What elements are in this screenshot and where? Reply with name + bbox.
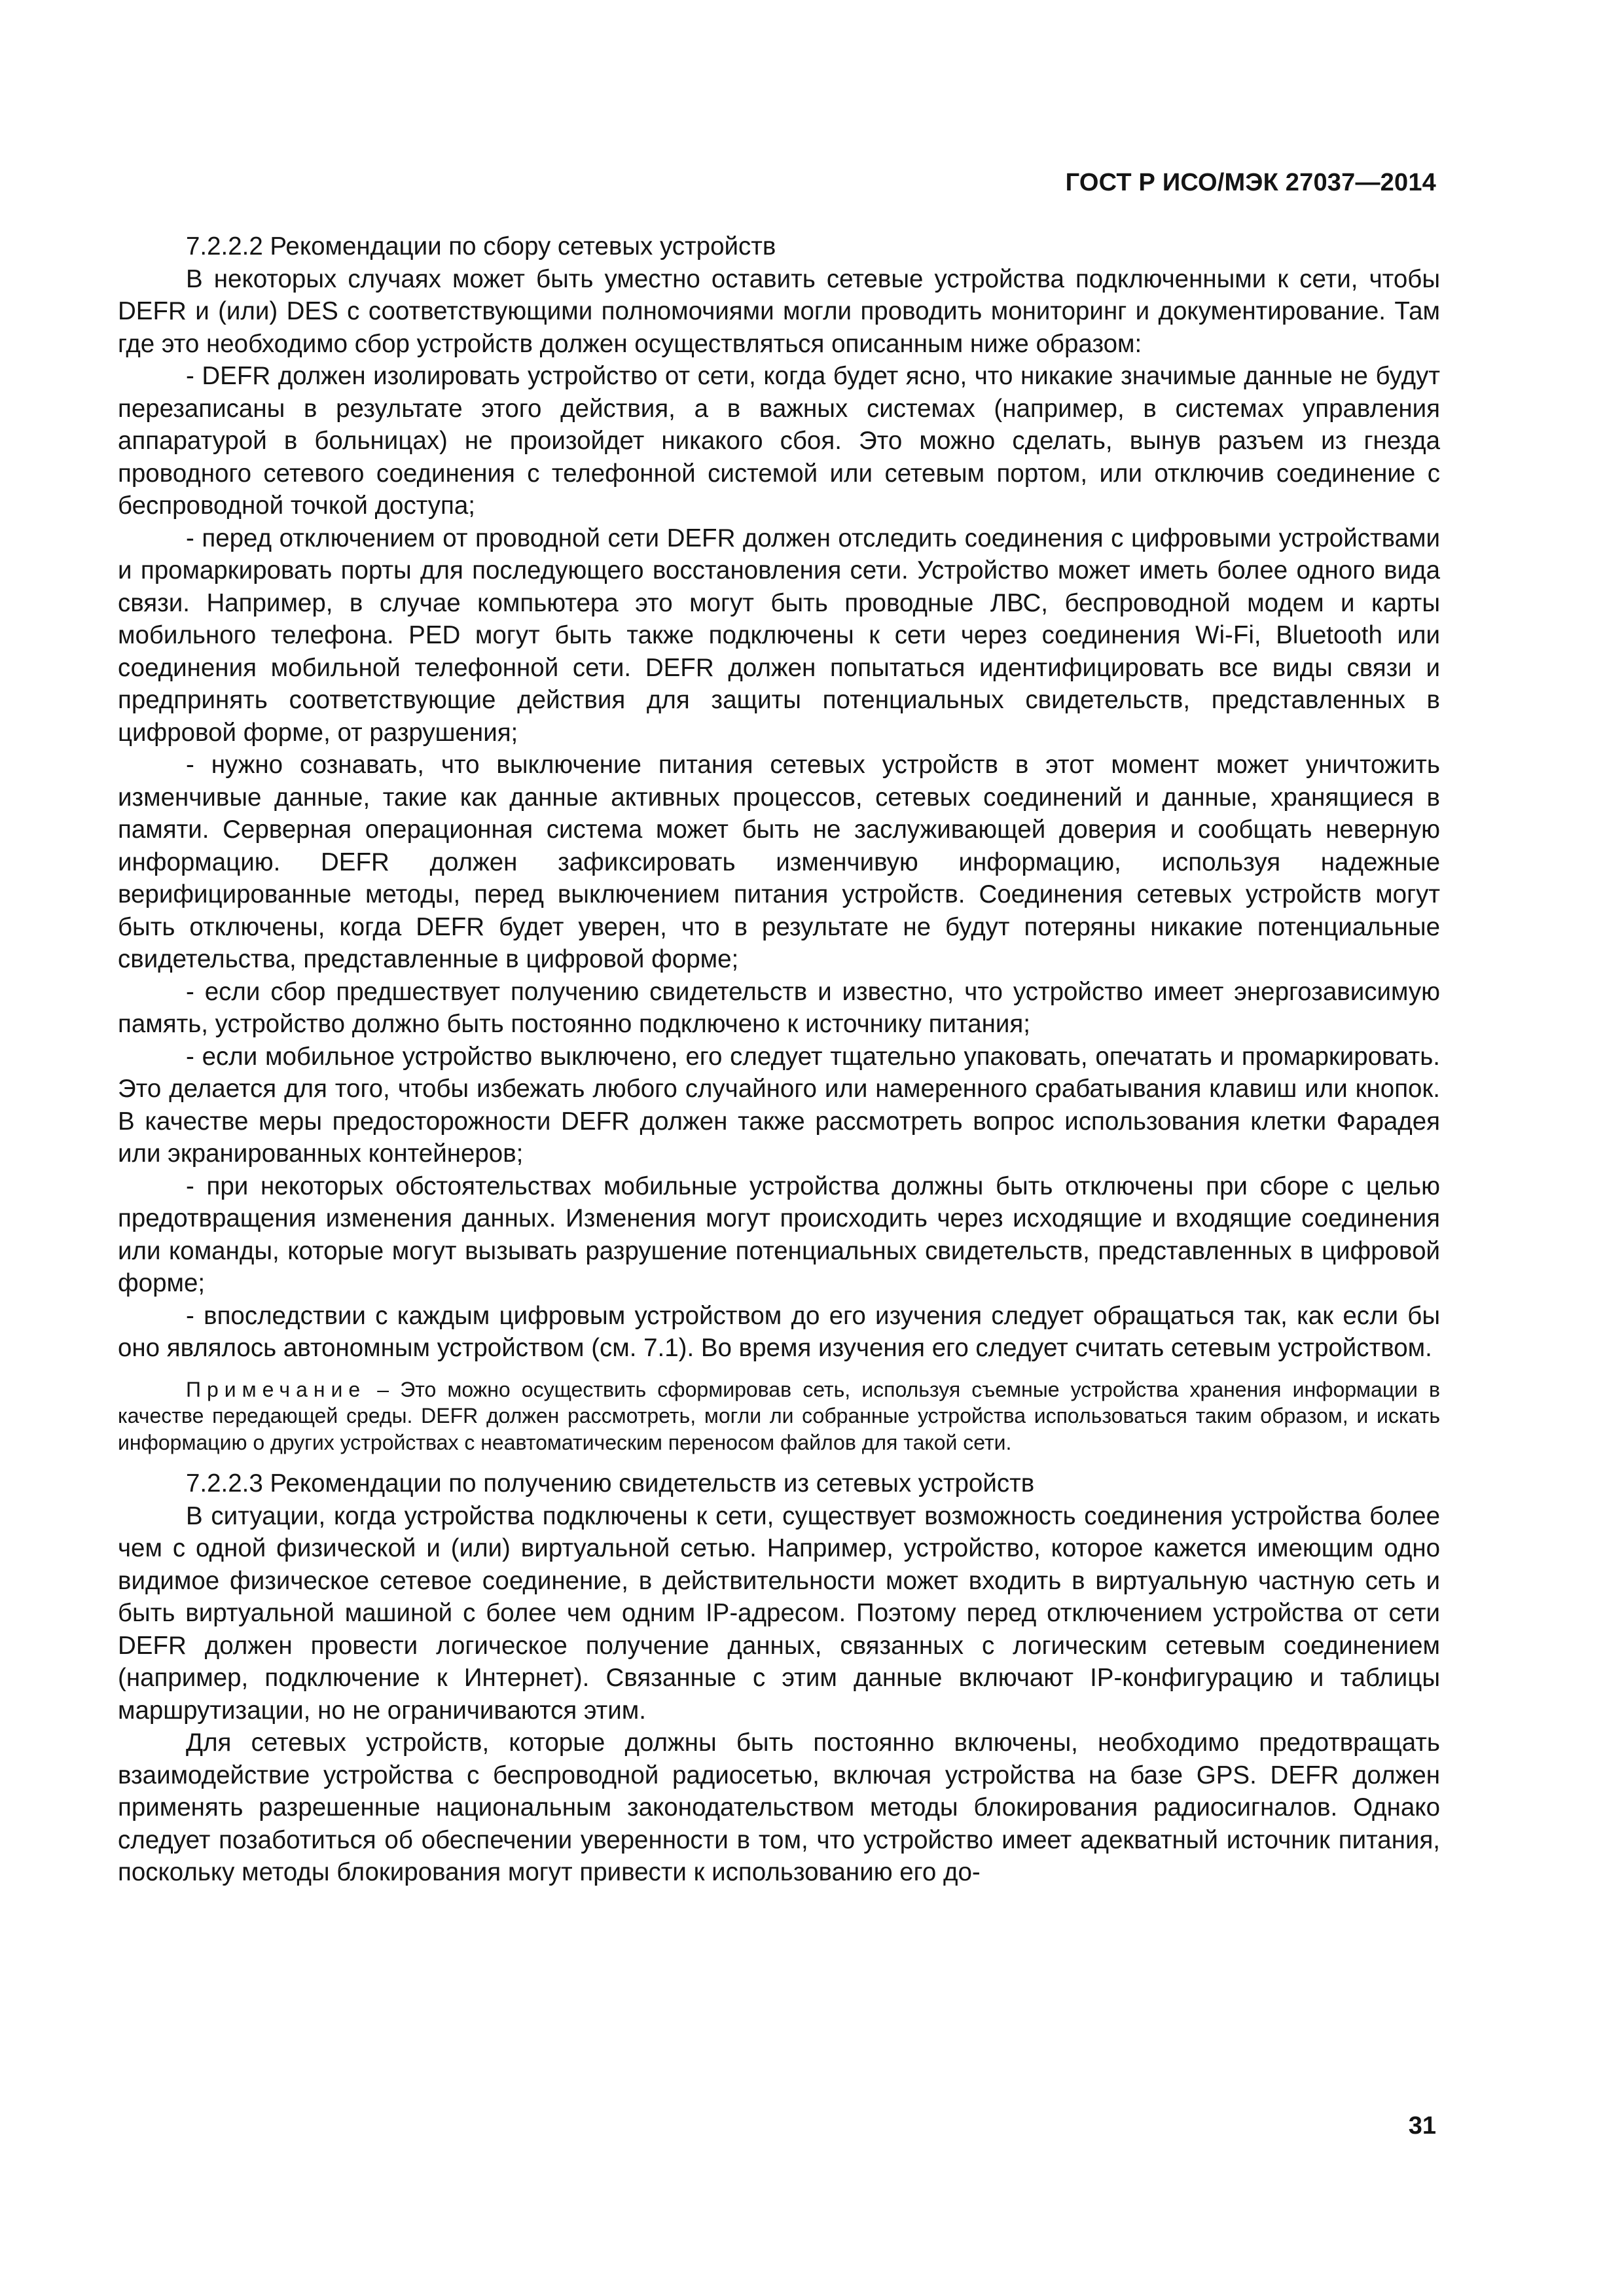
paragraph: В ситуации, когда устройства подключены к сети, существует возможность соединения устройства более чем с одной физической и (или) виртуальной сетью. Например, устройство, которое кажется имеющим одно видимое физическое сетевое соединение, в действительности может входить в виртуальную частную сеть и быть виртуальной машиной с более чем одним IP-адресом. Поэтому перед отключением устройства от сети DEFR должен провести логическое получение данных, связанных с логическим сетевым соединением (например, подключение к Интернет). Связанные с этим данные включают IP-конфигурацию и таблицы маршрутизации, но не ограничиваются этим. <box>118 1501 1440 1725</box>
note <box>118 1376 1440 1456</box>
list-item: - если мобильное устройство выключено, его следует тщательно упаковать, опечатать и промаркировать. Это делается для того, чтобы избежать любого случайного или намеренного срабатывания клавиш или кнопок. В качестве меры предосторожности DEFR должен также рассмотреть вопрос использования клетки Фарадея или экранированных контейнеров; <box>118 1042 1440 1168</box>
section-heading-7222: 7.2.2.2 Рекомендации по сбору сетевых устройств <box>186 232 776 260</box>
list-item: - впоследствии с каждым цифровым устройством до его изучения следует обращаться так, как если бы оно являлось автономным устройством (см. 7.1). Во время изучения его следует считать сетевым устройством. <box>118 1301 1440 1362</box>
list-item: - нужно сознавать, что выключение питания сетевых устройств в этот момент может уничтожить изменчивые данные, такие как данные активных процессов, сетевых соединений и данные, хранящиеся в памяти. Серверная операционная система может быть не заслуживающей доверия и сообщать неверную информацию. DEFR должен зафиксировать изменчивую информацию, используя надежные верифицированные методы, перед выключением питания устройств. Соединения сетевых устройств могут быть отключены, когда DEFR будет уверен, что в результате не будут потеряны никакие потенциальные свидетельства, представленные в цифровой форме; <box>118 751 1440 973</box>
note-text: – Это можно осуществить сформировав сеть, используя съемные устройства хранения информации в качестве передающей среды. DEFR должен рассмотреть, могли ли собранные устройства использоваться таким образом, и искать информацию о других устройствах с неавтоматическим переносом файлов для такой сети. <box>118 1377 1440 1454</box>
list-item: - перед отключением от проводной сети DEFR должен отследить соединения с цифровыми устройствами и промаркировать порты для последующего восстановления сети. Устройство может иметь более одного вида связи. Например, в случае компьютера это могут быть проводные ЛВС, беспроводной модем и карты мобильного телефона. PED могут быть также подключены к сети через соединения Wi-Fi, Bluetooth или соединения мобильной телефонной сети. DEFR должен попытаться идентифицировать все виды связи и предпринять соответствующие действия для защиты потенциальных свидетельств, представленных в цифровой форме, от разрушения; <box>118 524 1440 747</box>
paragraph-intro: В некоторых случаях может быть уместно оставить сетевые устройства подключенными к сети, чтобы DEFR и (или) DES с соответствующими полномочиями могли проводить мониторинг и документирование. Там где это необходимо сбор устройств должен осуществляться описанным ниже образом: <box>118 264 1440 358</box>
paragraph: Для сетевых устройств, которые должны быть постоянно включены, необходимо предотвращать взаимодействие устройства с беспроводной радиосетью, включая устройства на базе GPS. DEFR должен применять разрешенные национальным законодательством методы блокирования радиосигналов. Однако следует позаботиться об обеспечении уверенности в том, что устройство имеет адекватный источник питания, поскольку методы блокирования могут привести к использованию его до- <box>118 1729 1440 1886</box>
document-body <box>118 230 1440 1889</box>
page-number: 31 <box>1408 2112 1436 2140</box>
section-heading-7223: 7.2.2.3 Рекомендации по получению свидетельств из сетевых устройств <box>186 1469 1035 1498</box>
note-label: Примечание <box>186 1377 367 1401</box>
list-item: - DEFR должен изолировать устройство от сети, когда будет ясно, что никакие значимые данные не будут перезаписаны в результате этого действия, а в важных системах (например, в системах управления аппаратурой в больницах) не произойдет никакого сбоя. Это можно сделать, вынув разъем из гнезда проводного сетевого соединения с телефонной системой или сетевым портом, или отключив соединение с беспроводной точкой доступа; <box>118 362 1440 520</box>
document-header: ГОСТ Р ИСО/МЭК 27037—2014 <box>1065 169 1436 196</box>
list-item: - если сбор предшествует получению свидетельств и известно, что устройство имеет энергозависимую память, устройство должно быть постоянно подключено к источнику питания; <box>118 977 1440 1038</box>
list-item: - при некоторых обстоятельствах мобильные устройства должны быть отключены при сборе с целью предотвращения изменения данных. Изменения могут происходить через исходящие и входящие соединения или команды, которые могут вызывать разрушение потенциальных свидетельств, представленных в цифровой форме; <box>118 1172 1440 1297</box>
